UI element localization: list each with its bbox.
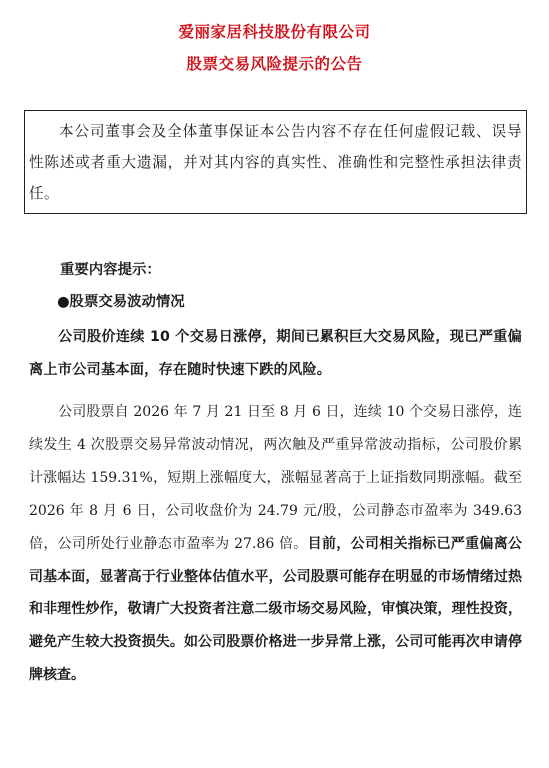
- risk-lead-text: 公司股价连续 10 个交易日涨停，期间已累积巨大交易风险，现已严重偏离上市公司基本面，存在随时快速下跌的风险。: [29, 329, 522, 378]
- detail-paragraph: [29, 396, 522, 692]
- important-heading: 重要内容提示：: [60, 262, 161, 278]
- risk-lead-paragraph: [29, 321, 522, 386]
- detail-plain-text: 公司股票自 2026 年 7 月 21 日至 8 月 6 日，连续 10 个交易日涨停，连续发生 4 次股票交易异常波动情况，两次触及严重异常波动指标，公司股价累计涨幅达 159.31%，短期上涨幅度大，涨幅显著高于上证指数同期涨幅。截至 2026 年 8 月 6 日，公司收盘价为 24.79 元/股，公司静态市盈率为 349.63 倍，公司所处行业静态市盈率为 27.86 倍。: [29, 404, 522, 552]
- board-statement: 本公司董事会及全体董事保证本公告内容不存在任何虚假记载、误导性陈述或者重大遗漏，并对其内容的真实性、准确性和完整性承担法律责任。: [29, 123, 522, 202]
- announcement-title: 股票交易风险提示的公告: [186, 55, 363, 73]
- company-name: 爱丽家居科技股份有限公司: [178, 23, 371, 41]
- board-statement-box: [24, 110, 527, 214]
- bullet-heading: ●股票交易波动情况: [57, 294, 185, 310]
- detail-bold-text: 目前，公司相关指标已严重偏离公司基本面，显著高于行业整体估值水平，公司股票可能存在明显的市场情绪过热和非理性炒作，敬请广大投资者注意二级市场交易风险，审慎决策，理性投资，避免产生较大投资损失。如公司股票价格进一步异常上涨，公司可能再次申请停牌核查。: [29, 535, 523, 684]
